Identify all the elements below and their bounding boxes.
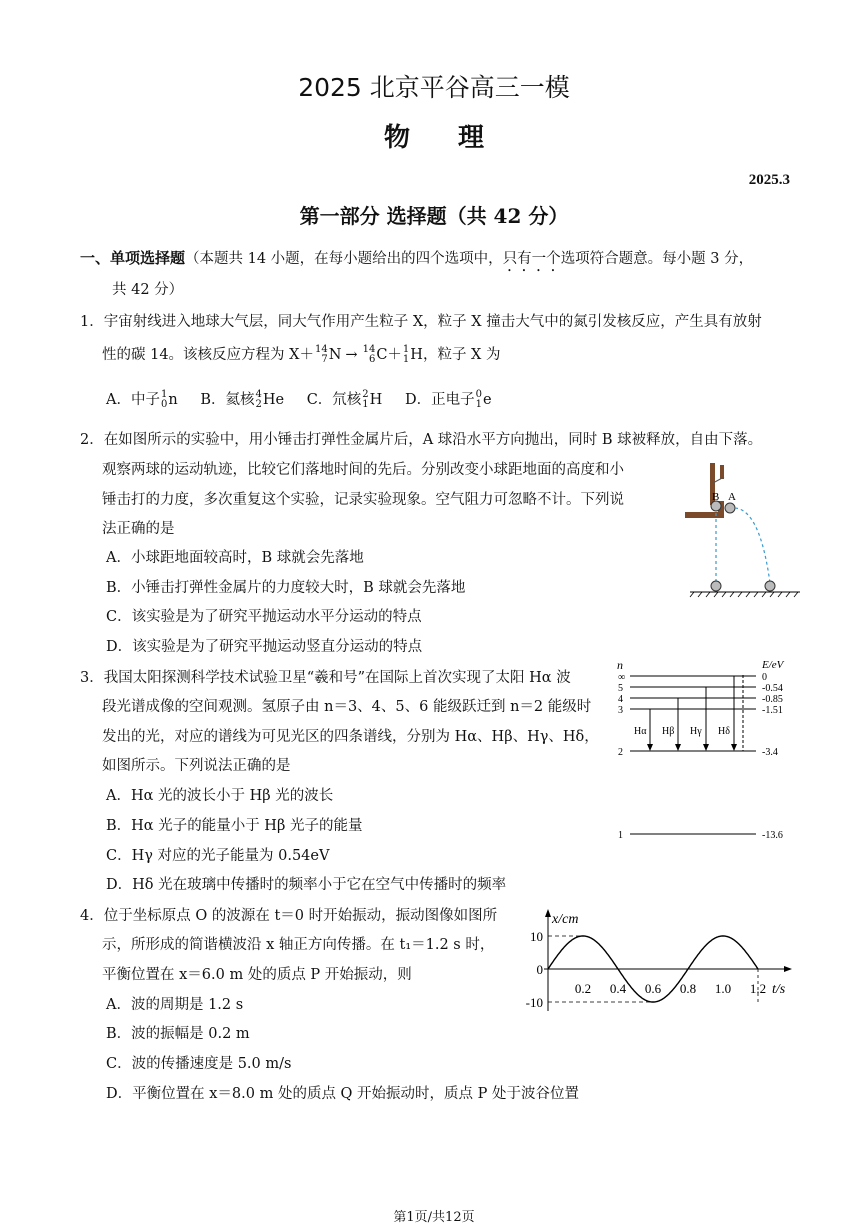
level-energy-label: -13.6 (762, 830, 783, 841)
x-tick-label: 1.0 (714, 981, 732, 996)
q4-option-c: C．波的传播速度是 5.0 m/s (106, 1056, 292, 1072)
transition-label: Hβ (662, 726, 675, 737)
n-axis-label: n (617, 658, 623, 672)
section-intro (80, 247, 753, 275)
level-n-label: 5 (618, 683, 623, 694)
y-tick-label: 10 (530, 929, 543, 944)
page-number: 第1页/共12页 (393, 1210, 475, 1225)
q1-options (106, 388, 492, 410)
q2-option-a: A．小球距地面较高时，B 球就会先落地 (106, 550, 364, 566)
x-tick-label: 0.2 (574, 981, 592, 996)
vibration-graph (510, 905, 810, 1017)
q2-line2: 观察两球的运动轨迹，比较它们落地时间的先后。分别改变小球距地面的高度和小 (102, 462, 624, 478)
transition-label: Hδ (718, 726, 730, 737)
q1-option-c: C．氘核 2 1 H (306, 389, 383, 410)
n-symbol: N (328, 347, 342, 363)
q4-line3: 平衡位置在 x＝6.0 m 处的质点 P 开始振动，则 (102, 967, 412, 983)
ball-a (725, 503, 735, 513)
h-symbol: H (410, 347, 423, 363)
q3-line1: 3．我国太阳探测科学技术试验卫星“羲和号”在国际上首次实现了太阳 Hα 波 (80, 670, 571, 686)
reaction-arrow: → (345, 347, 358, 363)
c-symbol: C＋ (376, 347, 402, 363)
h-isotope: 1 1 (402, 344, 410, 365)
projectile-apparatus-figure (680, 455, 810, 605)
base-plate (685, 512, 723, 518)
q4-line1: 4．位于坐标原点 O 的波源在 t＝0 时开始振动，振动图像如图所 (80, 908, 498, 924)
y-tick-label: -10 (525, 995, 543, 1010)
q2-line4: 法正确的是 (102, 521, 175, 537)
x-axis-arrow (784, 966, 792, 972)
q3-line3: 发出的光，对应的谱线为可见光区的四条谱线，分别为 Hα、Hβ、Hγ、Hδ， (102, 729, 599, 745)
q1-option-d: D．正电子 0 1 e (404, 389, 492, 410)
x-tick-label: 0.6 (644, 981, 662, 996)
label-a: A (728, 491, 736, 503)
section-intro-c: 共 42 分） (112, 282, 184, 298)
q4-option-a: A．波的周期是 1.2 s (106, 997, 244, 1013)
q1-option-a: A．中子 1 0 n (106, 389, 178, 410)
transition-label: Hα (634, 726, 647, 737)
transition-arrowhead (675, 744, 681, 751)
ground-hatch (690, 592, 798, 597)
q2-line3: 锤击打的力度，多次重复这个实验，记录实验现象。空气阻力可忽略不计。下列说 (102, 492, 624, 508)
q4-option-d: D．平衡位置在 x＝8.0 m 处的质点 Q 开始振动时，质点 P 处于波谷位置 (106, 1086, 580, 1102)
exam-date: 2025.3 (748, 172, 790, 188)
q3-option-a: A．Hα 光的波长小于 Hβ 光的波长 (106, 788, 334, 804)
y-tick-label: 0 (536, 962, 543, 977)
x-tick-label: 1.2 (749, 981, 767, 996)
energy-level-diagram (608, 655, 808, 845)
q3-line4: 如图所示。下列说法正确的是 (102, 758, 291, 774)
x-tick-label: 0.4 (609, 981, 627, 996)
part-title: 第一部分 选择题（共 42 分） (299, 204, 569, 228)
label-b: B (712, 491, 720, 503)
q2-option-b: B．小锤击打弹性金属片的力度较大时，B 球就会先落地 (106, 580, 466, 596)
q1-text: 性的碳 14。该核反应方程为 X＋ (102, 347, 314, 363)
subject-title: 物理 (383, 123, 532, 153)
level-n-label: 2 (618, 747, 623, 758)
q2-option-d: D．该实验是为了研究平抛运动竖直分运动的特点 (106, 639, 423, 655)
level-energy-label: 0 (762, 672, 767, 683)
transition-arrowhead (731, 744, 737, 751)
n-isotope: 14 7 (315, 344, 328, 365)
level-energy-label: -0.85 (762, 694, 783, 705)
x-axis-label: t/s (772, 982, 786, 997)
transition-arrowhead (703, 744, 709, 751)
q2-line1: 2．在如图所示的实验中，用小锤击打弹性金属片后，A 球沿水平方向抛出，同时 B 球被释放，自由下落。 (80, 432, 763, 448)
q1-line2 (102, 343, 501, 365)
level-energy-label: -1.51 (762, 705, 783, 716)
section-intro-a: （本题共 14 小题，在每小题给出的四个选项中， (185, 251, 503, 267)
level-energy-label: -0.54 (762, 683, 783, 694)
q1-text-end: ，粒子 X 为 (422, 347, 501, 363)
q3-option-b: B．Hα 光子的能量小于 Hβ 光子的能量 (106, 818, 363, 834)
q1-option-b: B．氦核 4 2 He (200, 389, 285, 410)
q3-option-c: C．Hγ 对应的光子能量为 0.54eV (106, 848, 330, 864)
level-energy-label: -3.4 (762, 747, 778, 758)
section-label: 一、单项选择题 (80, 249, 186, 267)
q3-option-d: D．Hδ 光在玻璃中传播时的频率小于它在空气中传播时的频率 (106, 877, 507, 893)
level-n-label: 4 (618, 694, 623, 705)
q2-option-c: C．该实验是为了研究平抛运动水平分运动的特点 (106, 609, 422, 625)
c-isotope: 14 6 (362, 344, 376, 365)
x-tick-label: 0.8 (679, 981, 697, 996)
level-n-label: 1 (618, 830, 623, 841)
section-intro-emphasis: 只有一个 (502, 251, 561, 267)
transition-label: Hγ (690, 726, 702, 737)
y-axis-label: x/cm (552, 912, 579, 927)
level-cluster (628, 678, 754, 682)
section-intro-b: 选项符合题意。每小题 3 分， (560, 251, 754, 267)
transition-arrowhead (647, 744, 653, 751)
energy-axis-label: E/eV (762, 659, 784, 671)
y-axis-arrow (545, 909, 551, 917)
q1-line1: 1．宇宙射线进入地球大气层，同大气作用产生粒子 X，粒子 X 撞击大气中的氮引发核反应，产生具有放射 (80, 314, 762, 330)
exam-title: 2025 北京平谷高三一模 (298, 73, 570, 102)
ball-a-landed (765, 581, 775, 591)
level-n-label: 3 (618, 705, 623, 716)
ball-a-path (735, 508, 770, 583)
level-n-label: ∞ (618, 672, 626, 683)
q4-option-b: B．波的振幅是 0.2 m (106, 1026, 250, 1042)
q4-line2: 示，所形成的简谐横波沿 x 轴正方向传播。在 t₁＝1.2 s 时， (102, 937, 495, 953)
ball-b-landed (711, 581, 721, 591)
q3-line2: 段光谱成像的空间观测。氢原子由 n＝3、4、5、6 能级跃迁到 n＝2 能级时 (102, 699, 592, 715)
